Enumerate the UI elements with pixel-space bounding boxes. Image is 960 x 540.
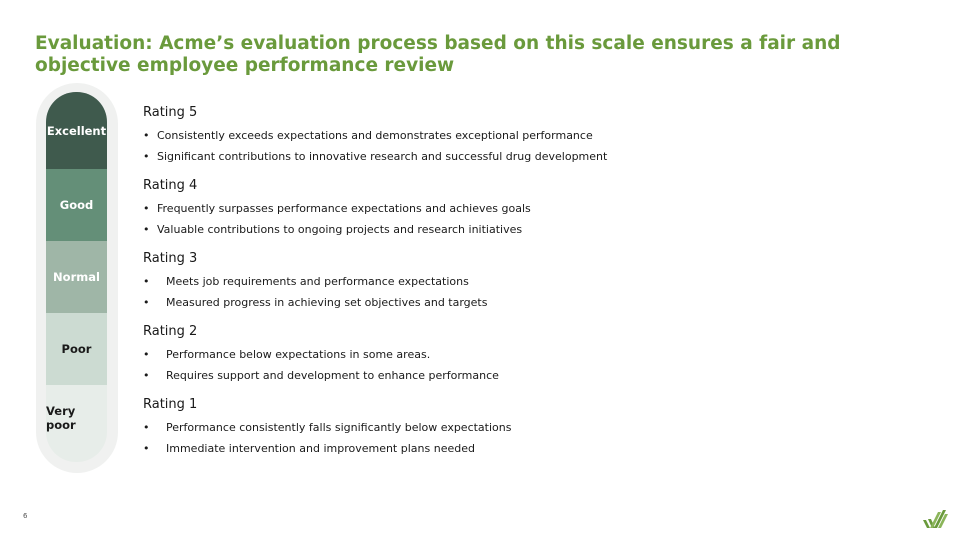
rating-3-block (143, 250, 883, 323)
rating-bullet (143, 271, 883, 292)
ratings-list (143, 104, 883, 469)
rating-4-block (143, 177, 883, 250)
rating-bullet (143, 125, 883, 146)
rating-bullet (143, 198, 883, 219)
rating-scale (46, 92, 107, 462)
rating-bullet (143, 365, 883, 386)
bullet-icon: • (143, 223, 150, 236)
bullet-icon: • (143, 348, 150, 361)
rating-bullet (143, 292, 883, 313)
bullet-text: Valuable contributions to ongoing projects and research initiatives (157, 223, 523, 236)
bullet-icon: • (143, 421, 150, 434)
rating-heading: Rating 4 (143, 178, 198, 193)
bullet-text: Requires support and development to enhance performance (166, 369, 499, 382)
rating-bullet (143, 438, 883, 459)
rating-heading: Rating 1 (143, 397, 198, 412)
rating-bullet (143, 344, 883, 365)
bullet-icon: • (143, 202, 150, 215)
rating-bullet (143, 146, 883, 167)
bullet-icon: • (143, 150, 150, 163)
bullet-text: Immediate intervention and improvement plans needed (166, 442, 475, 455)
bullet-text: Frequently surpasses performance expectations and achieves goals (157, 202, 531, 215)
rating-bullet (143, 417, 883, 438)
rating-bullet (143, 219, 883, 240)
bullet-text: Significant contributions to innovative research and successful drug development (157, 150, 608, 163)
rating-heading: Rating 3 (143, 251, 198, 266)
bullet-icon: • (143, 296, 150, 309)
rating-5-block (143, 104, 883, 177)
scale-level-very-poor: Very poor (46, 385, 107, 462)
bullet-icon: • (143, 369, 150, 382)
bullet-text: Consistently exceeds expectations and demonstrates exceptional performance (157, 129, 593, 142)
scale-level-normal: Normal (46, 241, 107, 313)
rating-1-block (143, 396, 883, 469)
scale-level-excellent: Excellent (46, 92, 107, 169)
bullet-text: Measured progress in achieving set objectives and targets (166, 296, 488, 309)
slide-title: Evaluation: Acme’s evaluation process based on this scale ensures a fair and objective employee performance review (35, 33, 841, 76)
page-number: 6 (23, 512, 28, 520)
bullet-icon: • (143, 275, 150, 288)
rating-heading: Rating 5 (143, 105, 198, 120)
scale-level-good: Good (46, 169, 107, 241)
bullet-text: Performance below expectations in some areas. (166, 348, 431, 361)
scale-level-poor: Poor (46, 313, 107, 385)
bullet-icon: • (143, 442, 150, 455)
bullet-text: Performance consistently falls significantly below expectations (166, 421, 512, 434)
leaf-stripes-logo-icon (921, 509, 949, 529)
rating-heading: Rating 2 (143, 324, 198, 339)
bullet-text: Meets job requirements and performance expectations (166, 275, 469, 288)
bullet-icon: • (143, 129, 150, 142)
rating-2-block (143, 323, 883, 396)
